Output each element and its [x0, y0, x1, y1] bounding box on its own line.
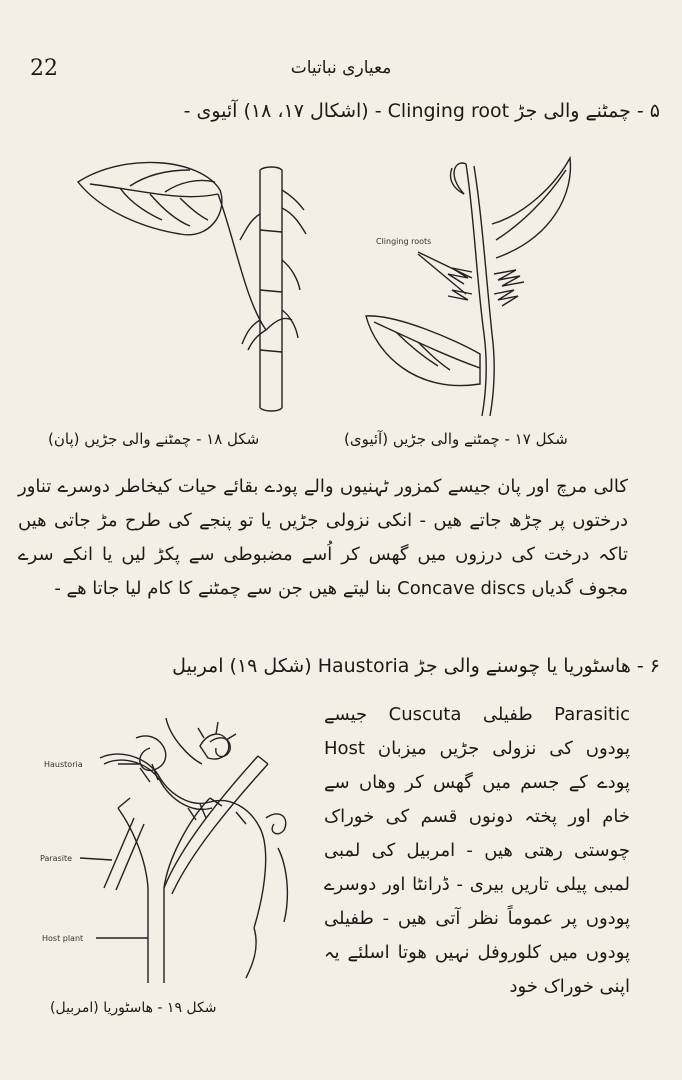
figure-18-illustration	[70, 150, 320, 418]
paragraph-haustoria: Parasitic طفیلی Cuscuta جیسے پودوں کی نزولی جڑیں میزبان Host پودے کے جسم میں گھس کر وھاں سے خام اور پختہ دونوں قسم کی خوراک چوستی رھتی ھیں - امربیل کی لمبی لمبی پیلی تاریں بیری - ڈرانٹا اور دوسرے پودوں پر عموماً نظر آتی ھیں - طفیلی پودوں میں کلوروفل نہیں ھوتا اسلئے یہ اپنی خوراک خود	[324, 704, 630, 997]
paragraph-clinging-roots: کالی مرچ اور پان جیسے کمزور ٹہنیوں والے پودے بقائے حیات کیخاطر دوسرے تناور درختوں پر چڑھ جاتے ھیں - انکی نزولی جڑیں یا تو پنجے کی طرح مڑ جاتی ھیں تاکہ درخت کی درزوں میں گھس کر اُسے مضبوطی سے پکڑ لیں یا انکے سرے مجوف گدیاں Concave discs بنا لیتے ھیں جن سے چمٹنے کا کام لیا جاتا ھے -	[18, 476, 628, 599]
fig19-label-haustoria: Haustoria	[44, 760, 83, 769]
figure-17-caption: شکل ۱۷ - چمٹنے والی جڑیں (آئیوی)	[344, 430, 568, 448]
section-6-heading: ۶ - ھاسٹوریا یا چوسنے والی جڑ Haustoria (شکل ۱۹) امربیل	[172, 655, 660, 677]
figure-17-illustration	[356, 154, 606, 424]
running-title: معیاری نباتیات	[290, 58, 392, 78]
figure-19-illustration	[40, 698, 320, 993]
fig19-label-parasite: Parasite	[40, 854, 73, 863]
figure-18-caption: شکل ۱۸ - چمٹنے والی جڑیں (پان)	[48, 430, 260, 448]
fig19-label-host: Host plant	[42, 934, 84, 943]
page-number: 22	[30, 56, 58, 81]
section-5-heading: ۵ - چمٹنے والی جڑ Clinging root - (اشکال ۱۷، ۱۸) آئیوی -	[183, 100, 660, 122]
figure-19-caption: شکل ۱۹ - ھاسٹوریا (امربیل)	[50, 1000, 217, 1016]
fig17-label: Clinging roots	[376, 237, 432, 246]
